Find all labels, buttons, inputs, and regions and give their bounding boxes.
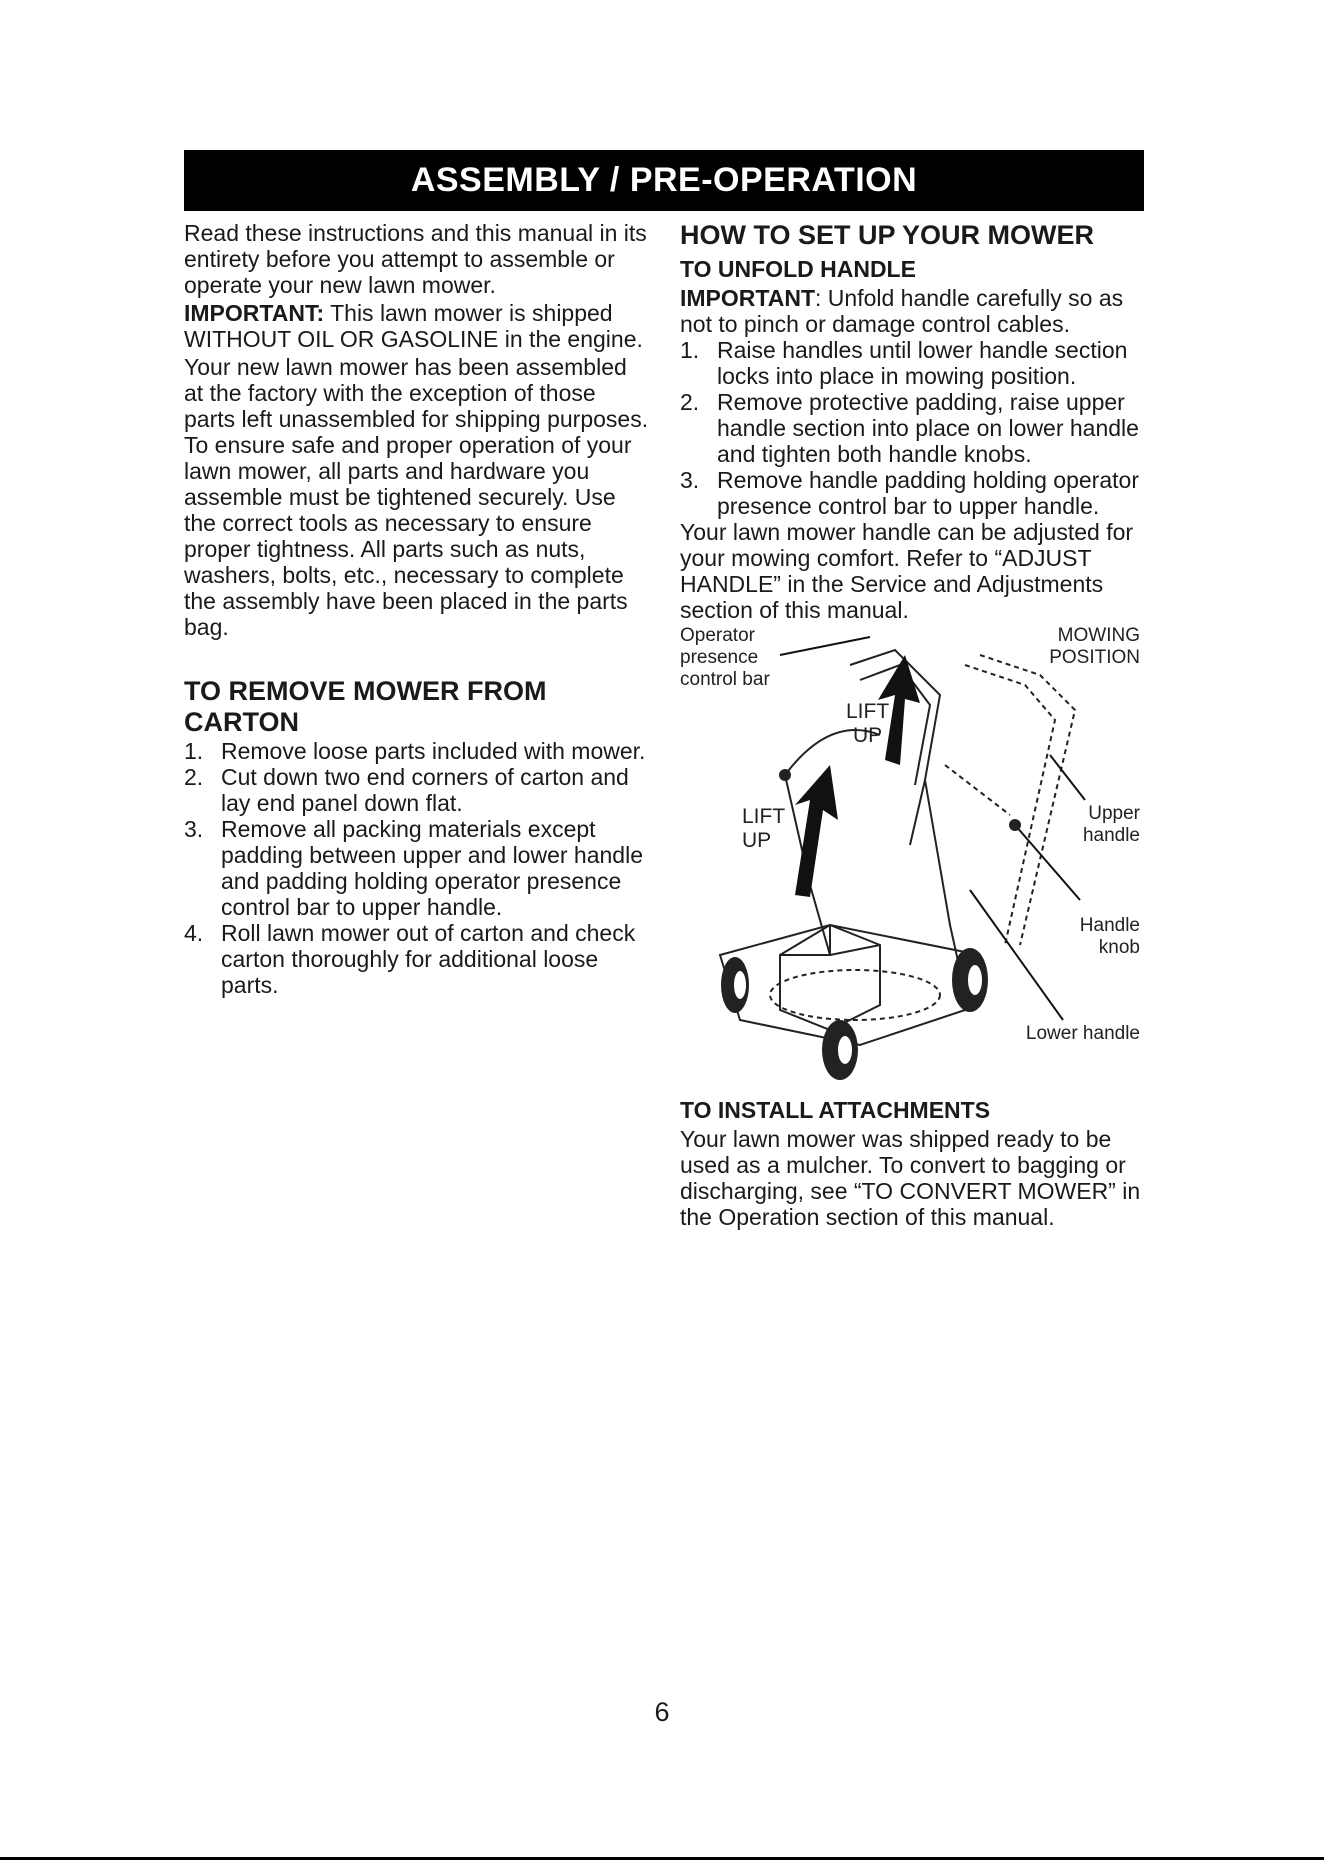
adjust-paragraph: Your lawn mower handle can be adjusted for your mowing comfort. Refer to “ADJUST HANDLE” in the Service and Adjustments section of this manual. <box>680 519 1134 623</box>
list-item: 3. Remove handle padding holding operator presence control bar to upper handle. <box>680 467 1139 519</box>
lift-up-label-lower: LIFT UP <box>742 805 786 852</box>
lower-handle-label: Lower handle <box>1025 1023 1140 1044</box>
list-item: 2. Cut down two end corners of carton and lay end panel down flat. <box>184 764 629 816</box>
left-column <box>184 220 649 998</box>
setup-heading: HOW TO SET UP YOUR MOWER <box>680 220 1095 250</box>
handle-knob-left <box>779 769 791 781</box>
list-item: 1. Remove loose parts included with mower. <box>184 738 646 764</box>
attachments-paragraph: Your lawn mower was shipped ready to be used as a mulcher. To convert to bagging or discharging, see “TO CONVERT MOWER” in the Operation section of this manual. <box>680 1126 1141 1230</box>
list-item: 3. Remove all packing materials except padding between upper and lower handle and padding holding operator presence control bar to upper handle. <box>184 816 643 920</box>
lift-up-label-upper: LIFT UP <box>846 700 890 747</box>
lift-arrow-lower <box>795 765 838 897</box>
list-item: 2. Remove protective padding, raise upper handle section into place on lower handle and tighten both handle knobs. <box>680 389 1139 467</box>
remove-carton-heading: TO REMOVE MOWER FROM CARTON <box>184 676 547 737</box>
unfold-important-paragraph <box>680 285 1145 337</box>
handle-knob-right <box>1009 819 1021 831</box>
list-item: 4. Roll lawn mower out of carton and check carton thoroughly for additional loose parts. <box>184 920 636 998</box>
right-column <box>680 220 1145 1230</box>
unfold-steps-list <box>680 337 1145 519</box>
list-item: 1. Raise handles until lower handle section locks into place in mowing position. <box>680 337 1128 389</box>
intro-paragraph: Read these instructions and this manual in its entirety before you attempt to assemble or operate your new lawn mower. <box>184 220 647 298</box>
upper-handle-label: Upper handle <box>1082 803 1140 846</box>
operator-label: Operator presence control bar <box>680 625 770 690</box>
important-text: This lawn mower is shipped WITHOUT OIL OR GASOLINE in the engine. <box>184 300 643 352</box>
install-attachments-heading: TO INSTALL ATTACHMENTS <box>680 1097 991 1123</box>
handle-knob-label: Handle knob <box>1079 915 1140 958</box>
important-label: IMPORTANT <box>680 285 816 311</box>
important-text: : Unfold handle carefully so as not to pinch or damage control cables. <box>680 285 1124 337</box>
wheel-front-left <box>721 957 749 1013</box>
mowing-position-outline <box>980 655 1075 945</box>
page-number: 6 <box>654 1697 670 1727</box>
bottom-rule <box>0 1857 1324 1860</box>
mowing-position-label: MOWING POSITION <box>1049 625 1140 668</box>
mower-handle-figure <box>680 625 1150 1080</box>
section-banner: ASSEMBLY / PRE-OPERATION <box>184 150 1144 211</box>
important-label: IMPORTANT: <box>184 300 325 326</box>
important-paragraph <box>184 300 649 352</box>
remove-steps-list <box>184 738 649 998</box>
unfold-handle-heading: TO UNFOLD HANDLE <box>680 256 916 282</box>
assembly-paragraph: Your new lawn mower has been assembled at the factory with the exception of those parts left unassembled for shipping purposes. To ensure safe and proper operation of your lawn mower, all parts and hardware you assemble must be tightened securely. Use the correct tools as necessary to ensure proper tightness. All parts such as nuts, washers, bolts, etc., necessary to complete the assembly have been placed in the parts bag. <box>184 354 649 640</box>
wheel-rear-right <box>952 948 988 1012</box>
wheel-front-right <box>822 1020 858 1080</box>
